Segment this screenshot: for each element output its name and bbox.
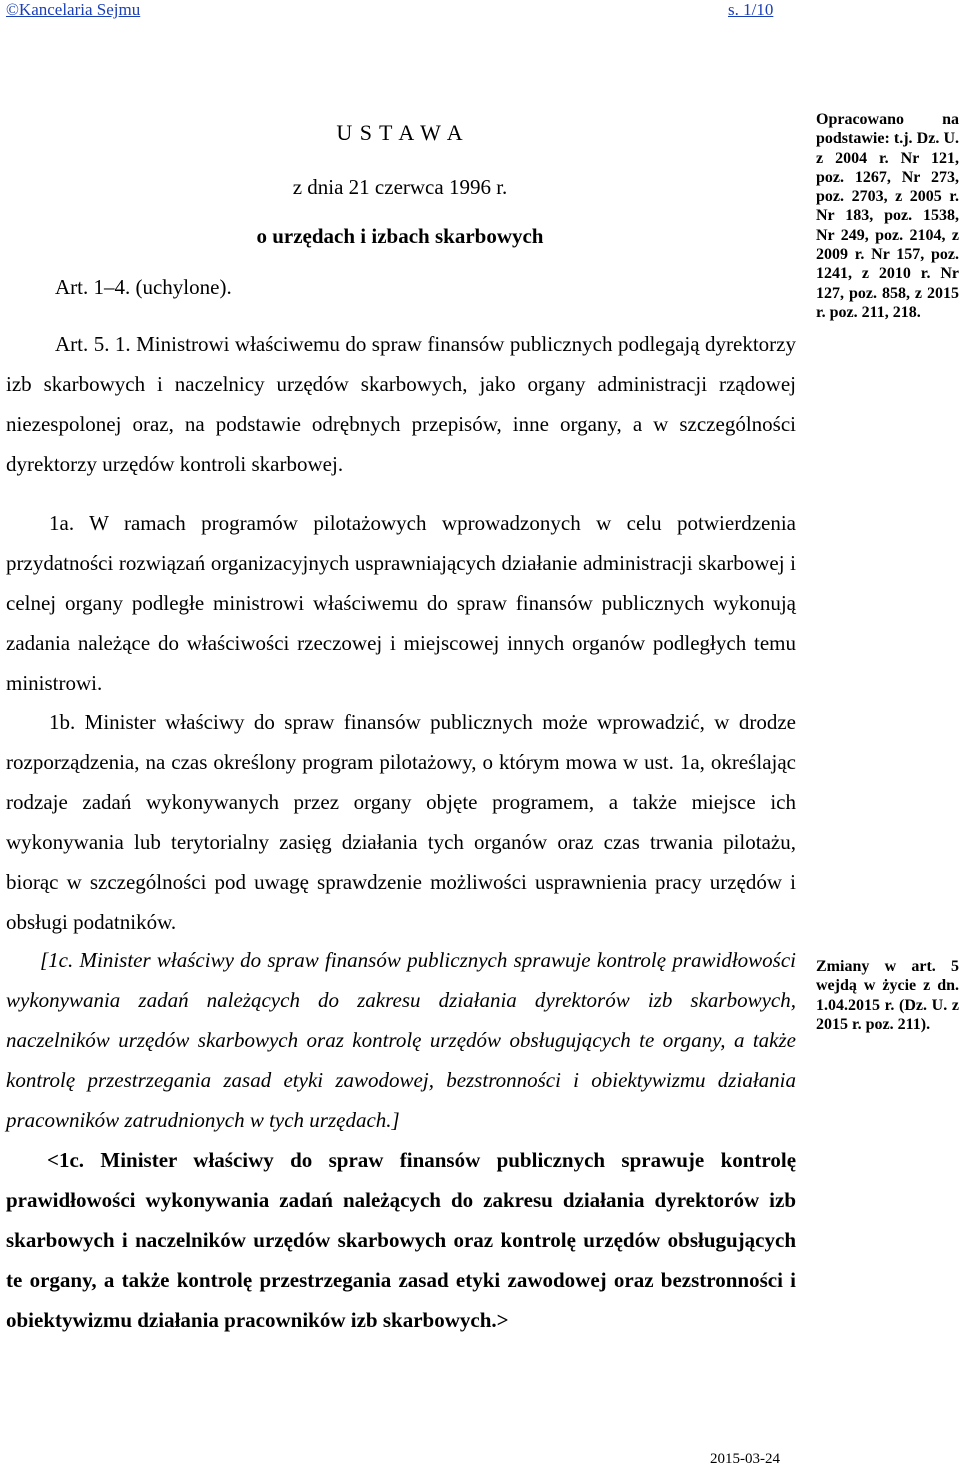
- articles-1-4-repealed: Art. 1–4. (uchylone).: [55, 275, 232, 299]
- article-5-paragraph-1: [6, 324, 796, 484]
- article-5-paragraph-1c-old: [6, 940, 796, 1140]
- margin-note-changes: Zmiany w art. 5 wejdą w życie z dn. 1.04.2015 r. (Dz. U. z 2015 r. poz. 211).: [816, 958, 959, 1033]
- article-5-paragraph-1b: [6, 702, 796, 942]
- article-5-paragraph-1c-new: [6, 1140, 796, 1340]
- margin-note-legal-basis: Opracowano na podstawie: t.j. Dz. U. z 2004 r. Nr 121, poz. 1267, Nr 273, poz. 2703, z 2005 r. Nr 183, poz. 1538, Nr 249, poz. 2104, z 2009 r. Nr 157, poz. 1241, z 2010 r. Nr 127, poz. 858, z 2015 r. poz. 211, 218.: [816, 111, 959, 321]
- paragraph-number: 1b.: [49, 710, 76, 734]
- paragraph-number: 1a.: [49, 511, 75, 535]
- act-date: z dnia 21 czerwca 1996 r.: [292, 175, 508, 199]
- article-5-p1c-old-text: Minister właściwy do spraw finansów publicznych sprawuje kontrolę prawidłowości wykonywania zadań należących do zakresu działania dyrektorów izb skarbowych, naczelników urzędów skarbowych oraz kontrolę urzędów obsługujących te organy, a także kontrolę przestrzegania zasad etyki zawodowej, bezstronności i obiektywizmu działania pracowników zatrudnionych w tych urzędach.]: [6, 948, 796, 1132]
- act-title: U S T A W A: [336, 120, 464, 145]
- act-subject: o urzędach i izbach skarbowych: [256, 224, 544, 248]
- article-5-paragraph-1a: [6, 503, 796, 703]
- paragraph-number: <1c.: [47, 1148, 85, 1172]
- article-5-p1a-text: W ramach programów pilotażowych wprowadzonych w celu potwierdzenia przydatności rozwiązań organizacyjnych usprawniających działanie administracji skarbowej i celnej organy podległe ministrowi właściwemu do spraw finansów publicznych wykonują zadania należące do właściwości rzeczowej i miejscowej innych organów podległych temu ministrowi.: [6, 511, 796, 695]
- article-5-p1b-text: Minister właściwy do spraw finansów publicznych może wprowadzić, w drodze rozporządzenia, na czas określony program pilotażowy, o którym mowa w ust. 1a, określając rodzaje zadań wykonywanych przez organy objęte programem, a także miejsce ich wykonywania lub terytorialny zasięg działania tych organów oraz czas trwania pilotażu, biorąc w szczególności pod uwagę sprawdzenie możliwości usprawnienia pracy urzędów i obsługi podatników.: [6, 710, 796, 934]
- header-source-link[interactable]: ©Kancelaria Sejmu: [6, 0, 141, 19]
- footer-date: 2015-03-24: [710, 1451, 780, 1467]
- paragraph-number: [1c.: [40, 948, 74, 972]
- article-5-label: Art. 5.: [55, 332, 110, 356]
- article-5-p1c-new-text: Minister właściwy do spraw finansów publicznych sprawuje kontrolę prawidłowości wykonywania zadań należących do zakresu działania dyrektorów izb skarbowych i naczelników urzędów skarbowych oraz kontrolę urzędów obsługujących te organy, a także kontrolę przestrzegania zasad etyki zawodowej oraz bezstronności i obiektywizmu działania pracowników izb skarbowych.>: [6, 1148, 797, 1332]
- page-number-link[interactable]: s. 1/10: [728, 0, 774, 19]
- article-5-p1-text: 1. Ministrowi właściwemu do spraw finansów publicznych podlegają dyrektorzy izb skarbowych i naczelnicy urzędów skarbowych, jako organy administracji rządowej niezespolonej oraz, na podstawie odrębnych przepisów, inne organy, a w szczególności dyrektorzy urzędów kontroli skarbowej.: [6, 332, 796, 476]
